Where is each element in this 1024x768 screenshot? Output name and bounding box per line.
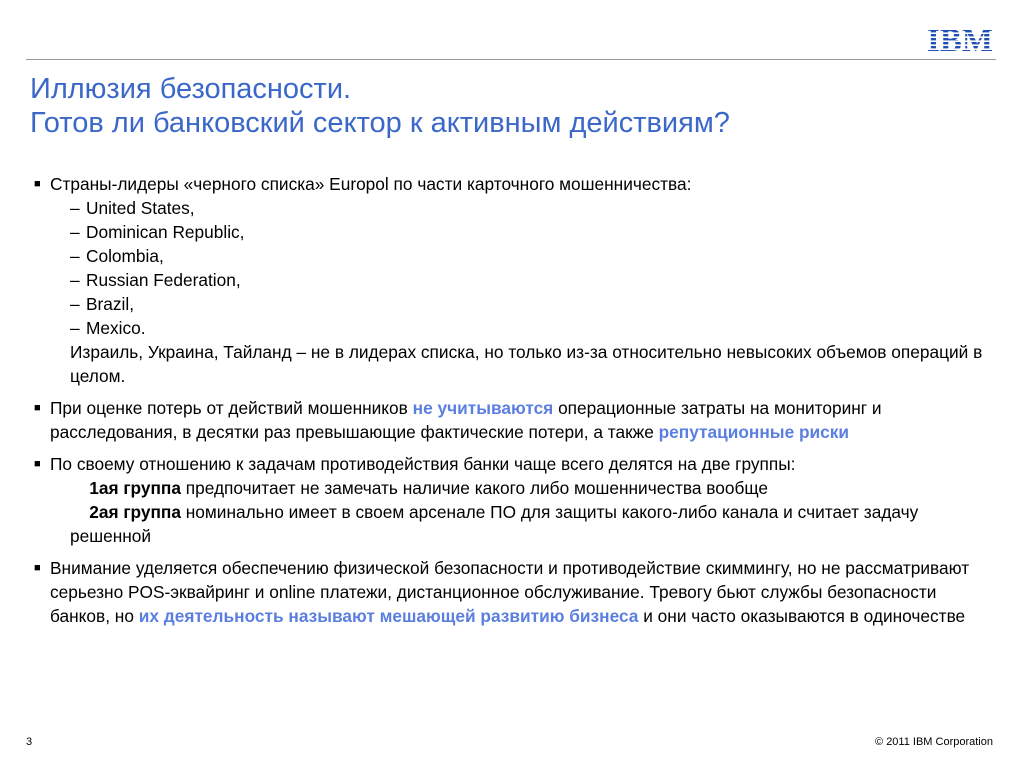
page-title xyxy=(30,72,990,140)
title-line-1: Иллюзия безопасности. xyxy=(30,73,352,105)
dash-icon: – xyxy=(70,270,80,290)
group-2-label: 2ая группа xyxy=(89,502,181,522)
list-item: – Dominican Republic, xyxy=(70,222,245,242)
header-divider xyxy=(26,59,996,60)
blacklist-note: Израиль, Украина, Тайланд – не в лидерах списка, но только из-за относительно невысоких объемов операций в целом. xyxy=(70,342,983,386)
svg-text:IBM: IBM xyxy=(927,23,993,54)
bullet-blacklist xyxy=(34,172,994,388)
list-item: – Colombia, xyxy=(70,246,164,266)
page-number: 3 xyxy=(26,736,33,748)
title-line-2: Готов ли банковский сектор к активным действиям? xyxy=(30,107,730,139)
dash-icon: – xyxy=(70,222,80,242)
highlight-text: не учитываются xyxy=(412,398,554,418)
group-2: 2ая группа номинально имеет в своем арсенале ПО для защиты какого-либо канала и считает задачу решенной xyxy=(70,502,919,546)
bullet-square-icon: ■ xyxy=(34,458,41,470)
bullet-square-icon: ■ xyxy=(34,562,41,574)
bullet-text: Страны-лидеры «черного списка» Europol по части карточного мошенничества: xyxy=(50,174,692,194)
copyright: © 2011 IBM Corporation xyxy=(875,736,993,748)
dash-icon: – xyxy=(70,246,80,266)
dash-icon: – xyxy=(70,294,80,314)
bullet-text: При оценке потерь от действий мошенников не учитываются операционные затраты на мониторинг и расследования, в десятки раз превышающие фактические потери, а также репутационные риски xyxy=(50,398,882,442)
bullet-text: Внимание уделяется обеспечению физической безопасности и противодействие скиммингу, но не рассматривают серьезно POS-эквайринг и online платежи, дистанционное обслуживание. Тревогу бьют службы безопасности банков, но их деятельность называют мешающей развитию бизнеса и они часто оказываются в одиночестве xyxy=(50,558,970,626)
list-item: – United States, xyxy=(70,198,195,218)
group-1: 1ая группа предпочитает не замечать наличие какого либо мошенничества вообще xyxy=(89,478,769,498)
list-item: – Russian Federation, xyxy=(70,270,241,290)
bullet-bank-groups xyxy=(34,452,994,548)
ibm-logo xyxy=(925,22,995,54)
bullet-square-icon: ■ xyxy=(34,402,41,414)
list-item: – Brazil, xyxy=(70,294,135,314)
list-item: – Mexico. xyxy=(70,318,146,338)
bullet-square-icon: ■ xyxy=(34,178,41,190)
bullet-losses xyxy=(34,396,994,444)
highlight-text: репутационные риски xyxy=(658,422,850,442)
dash-icon: – xyxy=(70,198,80,218)
bullet-text: По своему отношению к задачам противодействия банки чаще всего делятся на две группы: xyxy=(50,454,796,474)
highlight-text: их деятельность называют мешающей развитию бизнеса xyxy=(138,606,639,626)
bullet-physical-security xyxy=(34,556,994,628)
slide-content xyxy=(34,172,994,636)
dash-icon: – xyxy=(70,318,80,338)
group-1-label: 1ая группа xyxy=(89,478,181,498)
